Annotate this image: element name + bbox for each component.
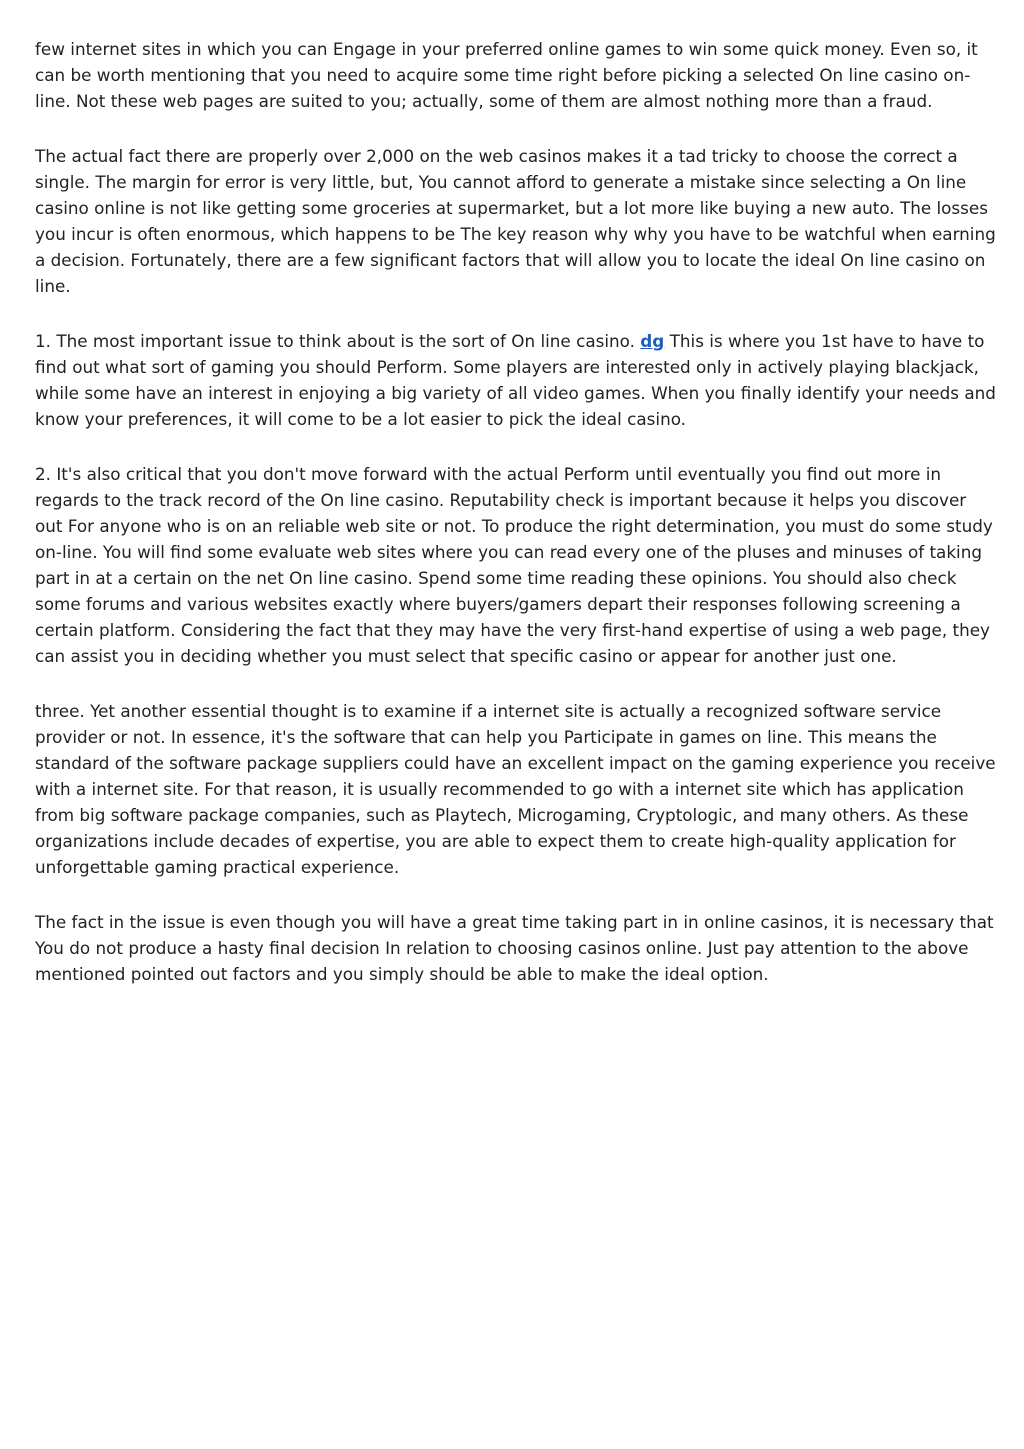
paragraph-point-1-text-before: 1. The most important issue to think about is the sort of On line casino. — [35, 331, 641, 351]
paragraph-point-1-text-after: This is where you 1st have to have to find out what sort of gaming you should Perform. Some players are interested only in actively playing blackjack, while some have an interest in enjoying a big variety of all video games. When you finally identify your needs and know your preferences, it will come to be a lot easier to pick the ideal casino. — [35, 331, 996, 429]
paragraph-intro: few internet sites in which you can Engage in your preferred online games to win some quick money. Even so, it can be worth mentioning that you need to acquire some time right before picking a selected On line casino on-line. Not these web pages are suited to you; actually, some of them are almost nothing more than a fraud. — [35, 39, 978, 111]
article-body — [35, 36, 997, 1016]
paragraph-conclusion: The fact in the issue is even though you will have a great time taking part in in online casinos, it is necessary that You do not produce a hasty final decision In relation to choosing casinos online. Just pay attention to the above mentioned pointed out factors and you simply should be able to make the ideal option. — [35, 912, 994, 984]
paragraph-point-1 — [35, 328, 997, 432]
dg-link[interactable]: dg — [640, 331, 665, 351]
paragraph-point-3: three. Yet another essential thought is to examine if a internet site is actually a recognized software service provider or not. In essence, it's the software that can help you Participate in games on line. This means the standard of the software package suppliers could have an excellent impact on the gaming experience you receive with a internet site. For that reason, it is usually recommended to go with a internet site which has application from big software package companies, such as Playtech, Microgaming, Cryptologic, and many others. As these organizations include decades of expertise, you are able to expect them to create high-quality application for unforgettable gaming practical experience. — [35, 701, 996, 877]
paragraph-casino-count: The actual fact there are properly over 2,000 on the web casinos makes it a tad tricky to choose the correct a single. The margin for error is very little, but, You cannot afford to generate a mistake since selecting a On line casino online is not like getting some groceries at supermarket, but a lot more like buying a new auto. The losses you incur is often enormous, which happens to be The key reason why why you have to be watchful when earning a decision. Fortunately, there are a few significant factors that will allow you to locate the ideal On line casino on line. — [35, 146, 996, 296]
paragraph-point-2: 2. It's also critical that you don't move forward with the actual Perform until eventually you find out more in regards to the track record of the On line casino. Reputability check is important because it helps you discover out For anyone who is on an reliable web site or not. To produce the right determination, you must do some study on-line. You will find some evaluate web sites where you can read every one of the pluses and minuses of taking part in at a certain on the net On line casino. Spend some time reading these opinions. You should also check some forums and various websites exactly where buyers/gamers depart their responses following screening a certain platform. Considering the fact that they may have the very first-hand expertise of using a web page, they can assist you in deciding whether you must select that specific casino or appear for another just one. — [35, 464, 993, 666]
